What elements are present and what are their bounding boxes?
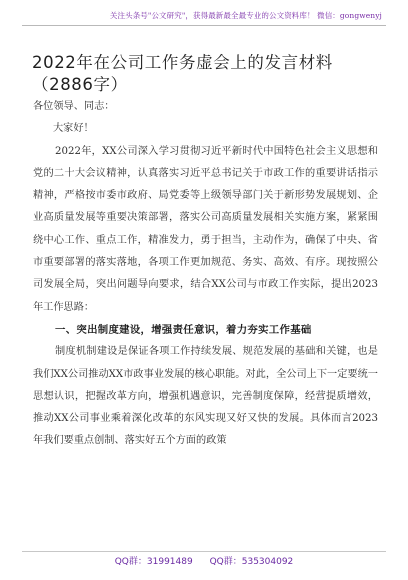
footer-qq-group-1: QQ群：31991489 — [114, 557, 193, 567]
section-heading-1: 一、突出制度建设，增强责任意识，着力夯实工作基础 — [55, 323, 312, 336]
footer-contact — [0, 554, 408, 567]
header-promo-note: 关注头条号"公文研究"，获得最新最全最专业的公文资料库！ 微信：gongwenyj — [109, 11, 382, 20]
footer-qq-group-2: QQ群：535304092 — [209, 557, 294, 567]
salutation: 各位领导、同志： — [33, 101, 115, 112]
footer-divider — [22, 551, 386, 552]
document-title: 2022年在公司工作务虚会上的发言材料（2886字） — [32, 53, 333, 94]
paragraph-intro: 2022年，XX公司深入学习贯彻习近平新时代中国特色社会主义思想和党的二十大会议精神，认真落实习近平总书记关于市政工作的重要讲话指示精神，严格按市委市政府、局党委等上级领导部门关于新形势发展规划、企业高质量发展等重要决策部署，落实公司高质量发展相关实施方案，紧紧围绕中心工作、重点工作，精准发力，勇于担当，主动作为，确保了中央、省市重要部署的落实落地，各项工作更加规范、务实、高效、有序。现按照公司发展全局，突出问题导向要求，结合XX公司与市政工作实际，提出2023年工作思路： — [33, 145, 378, 313]
greeting-line: 大家好！ — [53, 123, 94, 135]
paragraph-section-1: 制度机制建设是保证各项工作持续发展、规范发展的基础和关键，也是我们XX公司推动XX市政事业发展的核心职能。对此，全公司上下一定要统一思想认识，把握改革方向，增强机遇意识，完善制度保障，经营提质增效，推动XX公司事业乘着深化改革的东风实现又好又快的发展。具体而言2023年我们要重点创制、落实好五个方面的政策 — [33, 346, 378, 447]
document-body — [33, 96, 378, 453]
header-divider — [22, 25, 386, 26]
